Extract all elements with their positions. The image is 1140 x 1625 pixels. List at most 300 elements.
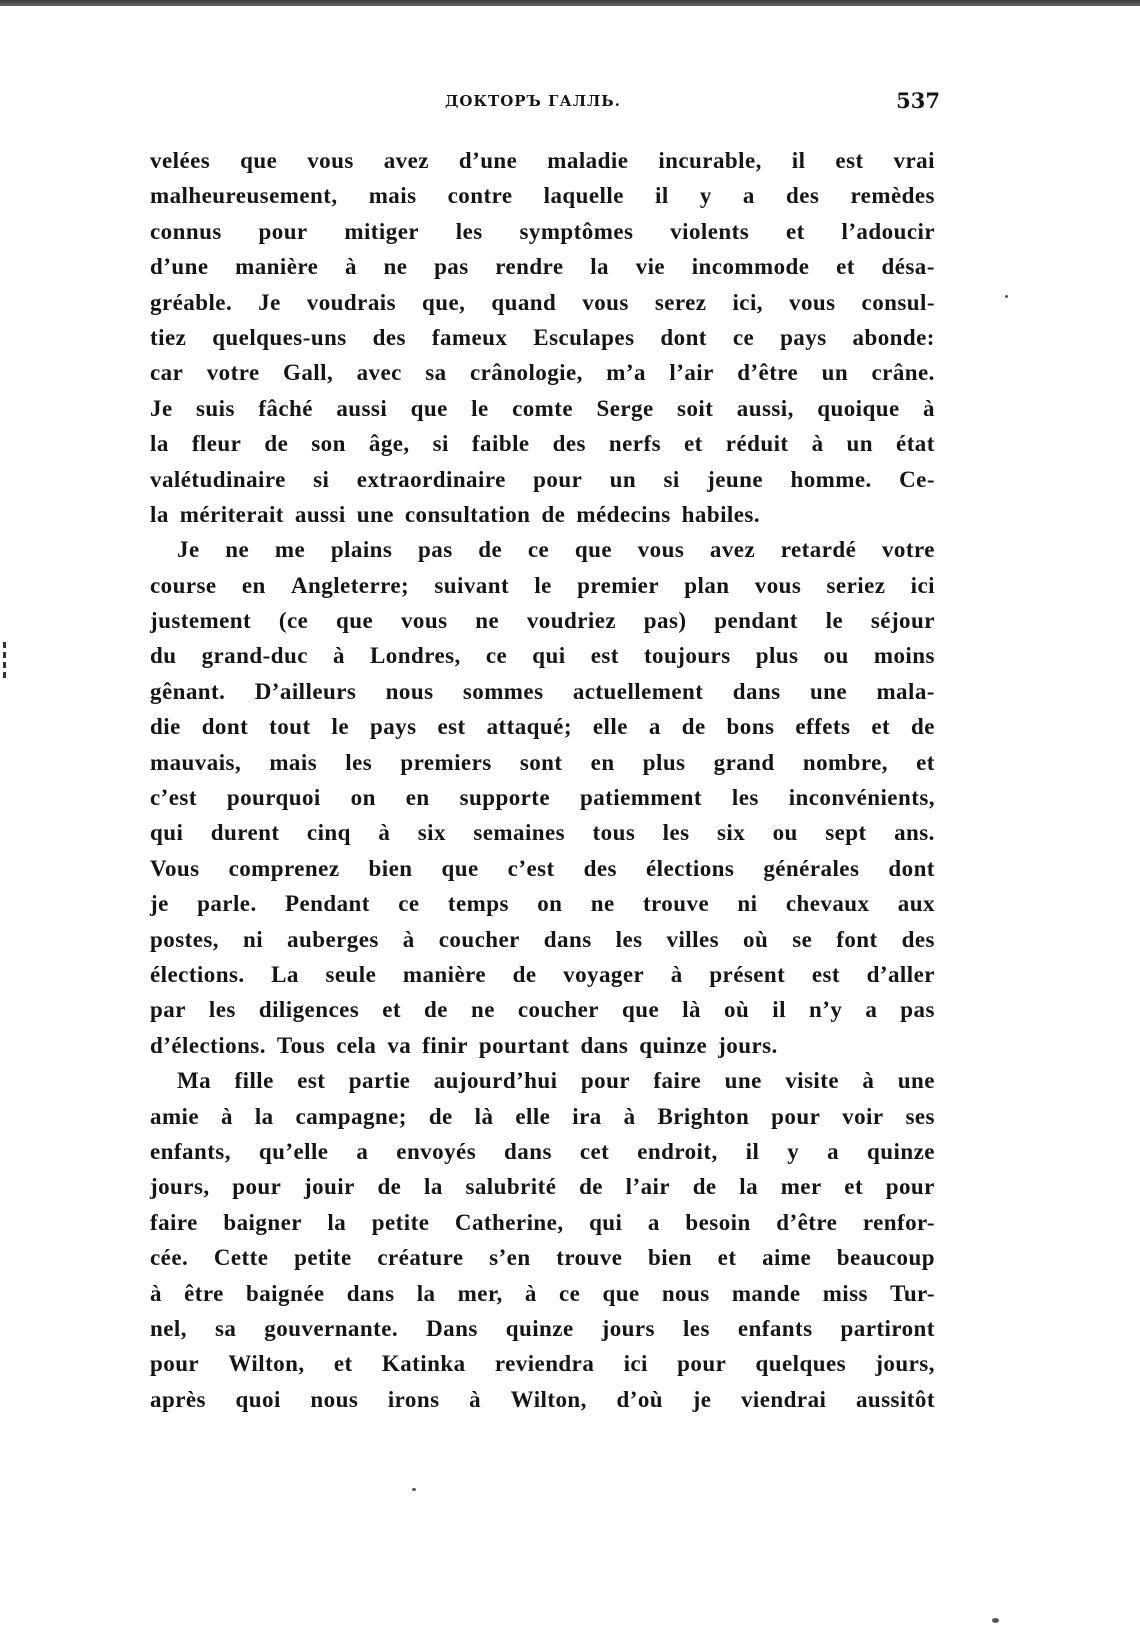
word: campagne;	[295, 1103, 407, 1129]
word: gênant.	[150, 678, 226, 704]
word: tous	[592, 820, 636, 846]
word: les	[455, 218, 483, 244]
word: a	[648, 714, 661, 740]
word: le	[534, 572, 552, 598]
word: temps	[447, 891, 509, 917]
word: violents	[670, 218, 750, 244]
word: le	[331, 714, 350, 740]
word: pays	[780, 324, 827, 350]
word: d’élections.	[150, 1032, 266, 1058]
word: vous	[307, 148, 354, 173]
word: La	[271, 961, 299, 987]
word: nous	[661, 1280, 710, 1306]
word: le	[825, 608, 844, 634]
word: six	[417, 820, 446, 846]
word: mitiger	[344, 218, 420, 244]
text-line	[150, 285, 935, 320]
word: à	[524, 1280, 537, 1306]
word: mériterait	[179, 501, 284, 527]
word: jouir	[303, 1174, 355, 1200]
word: un	[821, 360, 849, 386]
word: la	[590, 254, 609, 280]
word: d’aller	[866, 961, 935, 987]
word: coucher	[517, 997, 599, 1023]
word: où	[724, 997, 750, 1023]
word: seriez	[826, 572, 886, 598]
word: ni	[737, 891, 758, 917]
word: l’air	[669, 360, 714, 386]
word: pourtant	[478, 1032, 570, 1058]
word: il	[791, 148, 806, 173]
word: ou	[823, 643, 849, 669]
word: serez	[654, 289, 707, 315]
word: à	[220, 1103, 233, 1129]
word: Esculapes	[533, 324, 635, 350]
word: quinze	[867, 1138, 935, 1164]
word: où	[743, 926, 769, 952]
word: Je	[258, 289, 281, 315]
word: envoyés	[396, 1138, 477, 1164]
word: besoin	[685, 1209, 751, 1235]
word: votre	[206, 360, 260, 386]
word: nerfs	[608, 431, 661, 457]
word: la	[424, 1174, 443, 1200]
word: nous	[385, 678, 434, 704]
word: à	[923, 395, 935, 421]
word: pas	[418, 537, 453, 563]
word: de	[428, 1103, 453, 1129]
scan-speck	[992, 1618, 999, 1623]
word: quelques-uns	[212, 324, 347, 350]
scan-speck	[1005, 295, 1008, 298]
word: et	[717, 1245, 737, 1271]
word: présent	[709, 961, 786, 987]
word: villes	[666, 926, 720, 952]
word: fâché	[258, 395, 313, 421]
word: vous	[400, 608, 448, 634]
word: c’est	[150, 785, 197, 811]
word: et	[844, 1174, 864, 1200]
word: suivant	[434, 572, 510, 598]
text-line	[150, 745, 935, 780]
word: D’ailleurs	[254, 678, 357, 704]
word: pas)	[643, 608, 687, 634]
word: Ce-	[899, 466, 935, 492]
word: amie	[150, 1103, 200, 1129]
word: les	[615, 926, 643, 952]
word: ne	[475, 608, 500, 634]
word: toujours	[643, 643, 731, 669]
word: qui	[150, 820, 184, 846]
word: des	[372, 324, 406, 350]
word: qui	[589, 1209, 623, 1235]
word: (ce	[278, 608, 309, 634]
word: est	[437, 714, 466, 740]
word: sa	[425, 360, 447, 386]
word: petite	[294, 1245, 352, 1271]
word: supporte	[459, 785, 551, 811]
word: voudrais	[306, 289, 397, 315]
word: Katinka	[381, 1351, 466, 1377]
word: qu’elle	[258, 1138, 329, 1164]
word: faible	[471, 431, 530, 457]
word: Je	[177, 537, 200, 563]
text-line	[150, 143, 935, 178]
word: à	[378, 820, 391, 846]
word: d’être	[776, 1209, 838, 1235]
word: de	[911, 714, 935, 740]
word: à	[469, 1386, 482, 1412]
text-line	[150, 1205, 935, 1240]
word: cinq	[306, 820, 351, 846]
word: dans	[543, 926, 592, 952]
word: gréable.	[150, 289, 233, 315]
word: aussitôt	[855, 1386, 935, 1412]
word: aime	[762, 1245, 812, 1271]
text-line	[150, 780, 935, 815]
text-line	[150, 214, 935, 249]
word: de	[377, 1174, 402, 1200]
word: pour	[258, 218, 308, 244]
word: est	[811, 961, 841, 987]
word: Gall,	[283, 360, 334, 386]
word: chevaux	[785, 891, 870, 917]
word: de	[424, 997, 448, 1023]
word: l’air	[625, 1174, 671, 1200]
word: tiez	[150, 324, 187, 350]
word: ou	[772, 820, 798, 846]
word: bien	[368, 855, 413, 881]
word: jours	[601, 1315, 655, 1341]
top-scan-edge	[0, 0, 1140, 6]
word: que	[574, 537, 612, 563]
word: élections	[645, 855, 735, 881]
word: là	[682, 997, 701, 1023]
word: patiemment	[579, 785, 702, 811]
word: attaqué;	[486, 714, 572, 740]
text-line	[150, 1063, 935, 1098]
word: à	[670, 961, 683, 987]
word: un	[609, 466, 637, 492]
word: nombre,	[802, 749, 888, 775]
word: est	[590, 643, 619, 669]
word: ici,	[732, 289, 763, 315]
word: une	[897, 1068, 935, 1094]
word: aussi,	[736, 395, 794, 421]
word: nel,	[150, 1315, 187, 1341]
word: manière	[402, 961, 487, 987]
word: les	[662, 820, 690, 846]
word: jours,	[150, 1174, 210, 1200]
word: consultation	[404, 501, 531, 527]
word: maladie	[547, 148, 629, 173]
word: jours.	[718, 1032, 778, 1058]
word: que	[336, 608, 374, 634]
page-number: 537	[896, 88, 940, 113]
word: habiles.	[681, 501, 761, 527]
word: vous	[582, 289, 629, 315]
word: Brighton	[657, 1103, 750, 1129]
word: six	[716, 820, 746, 846]
word: voir	[842, 1103, 884, 1129]
word: va	[387, 1032, 412, 1058]
word: a	[356, 1138, 369, 1164]
word: mer	[780, 1174, 822, 1200]
word: incommode	[691, 254, 810, 280]
word: ce	[398, 891, 420, 917]
word: auberges	[287, 926, 379, 952]
word: si	[663, 466, 680, 492]
word: Wilton,	[510, 1386, 587, 1412]
word: comte	[512, 395, 574, 421]
word: irons	[387, 1386, 440, 1412]
word: aussi	[336, 395, 388, 421]
word: s’en	[489, 1245, 531, 1271]
word: Wilton,	[228, 1351, 305, 1377]
word: la	[150, 501, 169, 527]
word: crâne.	[871, 360, 935, 386]
word: est	[297, 1068, 326, 1094]
word: Tur-	[890, 1280, 935, 1306]
word: une	[724, 1068, 762, 1094]
word: dans	[346, 1280, 395, 1306]
word: de	[692, 1174, 717, 1200]
word: tout	[269, 714, 311, 740]
word: des	[901, 926, 935, 952]
word: et	[871, 714, 891, 740]
word: quand	[491, 289, 557, 315]
word: jours,	[875, 1351, 935, 1377]
text-line	[150, 886, 935, 921]
word: petite	[371, 1209, 430, 1235]
word: les	[345, 749, 373, 775]
text-line	[150, 1276, 935, 1311]
word: reviendra	[494, 1351, 595, 1377]
word: die	[150, 714, 181, 740]
word: les	[208, 997, 236, 1023]
word: à	[623, 1103, 636, 1129]
word: connus	[150, 218, 222, 244]
word: ses	[905, 1103, 935, 1129]
word: à	[332, 643, 345, 669]
word: aux	[897, 891, 935, 917]
word: n’y	[808, 997, 843, 1023]
word: état	[896, 431, 935, 457]
word: contre	[447, 183, 513, 209]
word: par	[150, 997, 186, 1023]
word: pour	[771, 1103, 821, 1129]
word: ce	[558, 1280, 581, 1306]
word: que	[410, 395, 448, 421]
text-line	[150, 1346, 935, 1381]
word: quinze	[639, 1032, 708, 1058]
word: finir	[422, 1032, 468, 1058]
word: il	[655, 183, 669, 209]
text-line	[150, 532, 935, 567]
word: justement	[150, 608, 252, 634]
text-line	[150, 1311, 935, 1346]
word: manière	[235, 254, 319, 280]
word: premier	[577, 572, 659, 598]
word: aussi	[294, 501, 346, 527]
word: votre	[881, 537, 935, 563]
word: ne	[470, 997, 495, 1023]
word: ici	[623, 1351, 648, 1377]
word: seule	[325, 961, 377, 987]
word: d’où	[616, 1386, 664, 1412]
word: partie	[348, 1068, 411, 1094]
word: aujourd’hui	[433, 1068, 558, 1094]
word: désa-	[881, 254, 935, 280]
word: fameux	[431, 324, 508, 350]
word: car	[150, 360, 184, 386]
word: baignée	[245, 1280, 325, 1306]
word: sommes	[462, 678, 544, 704]
word: laquelle	[543, 183, 624, 209]
word: ni	[242, 926, 264, 952]
word: de	[681, 714, 706, 740]
word: mauvais,	[150, 749, 242, 775]
word: valétudinaire	[150, 466, 286, 492]
word: suis	[196, 395, 235, 421]
text-line	[150, 603, 935, 638]
word: quinze	[505, 1315, 574, 1341]
word: se	[792, 926, 813, 952]
word: être	[184, 1280, 224, 1306]
word: rendre	[495, 254, 564, 280]
text-line	[150, 992, 935, 1027]
word: trouve	[556, 1245, 623, 1271]
word: est	[835, 148, 864, 173]
word: ne	[225, 537, 250, 563]
word: vous	[754, 572, 802, 598]
word: font	[836, 926, 878, 952]
word: cet	[579, 1138, 610, 1164]
word: durent	[210, 820, 280, 846]
word: la	[739, 1174, 759, 1200]
word: bien	[648, 1245, 693, 1271]
word: pays	[369, 714, 417, 740]
word: effets	[795, 714, 851, 740]
word: sont	[519, 749, 563, 775]
word: velées	[150, 148, 211, 173]
word: de	[541, 501, 566, 527]
word: beaucoup	[836, 1245, 935, 1271]
word: et	[333, 1351, 353, 1377]
word: du	[150, 643, 177, 669]
word: salubrité	[465, 1174, 557, 1200]
word: d’une	[458, 148, 518, 173]
word: de	[512, 961, 537, 987]
word: si	[313, 466, 330, 492]
word: mais	[368, 183, 417, 209]
word: Je	[150, 395, 173, 421]
word: actuellement	[572, 678, 704, 704]
word: pendant	[714, 608, 798, 634]
word: enfants	[737, 1315, 813, 1341]
body-text	[150, 143, 935, 1433]
word: consul-	[861, 289, 935, 315]
word: plan	[684, 572, 730, 598]
text-line	[150, 462, 935, 497]
word: endroit,	[637, 1138, 718, 1164]
text-line	[150, 568, 935, 603]
word: jeune	[707, 466, 764, 492]
word: et	[382, 997, 401, 1023]
word: Cette	[213, 1245, 269, 1271]
word: et	[916, 749, 935, 775]
word: que	[240, 148, 278, 173]
text-line	[150, 674, 935, 709]
word: course	[150, 572, 217, 598]
word: pour	[150, 1351, 200, 1377]
word: à	[862, 1068, 875, 1094]
word: retardé	[780, 537, 857, 563]
word: que	[441, 855, 479, 881]
word: viendrai	[740, 1386, 827, 1412]
word: il	[745, 1138, 760, 1164]
word: enfants,	[150, 1138, 231, 1164]
word: ne	[590, 891, 615, 917]
word: a	[647, 1209, 660, 1235]
word: soit	[677, 395, 714, 421]
word: cela	[336, 1032, 377, 1058]
word: nous	[310, 1386, 359, 1412]
word: pour	[677, 1351, 727, 1377]
text-line	[150, 922, 935, 957]
word: médecins	[576, 501, 671, 527]
word: de	[579, 1174, 603, 1200]
word: quoi	[235, 1386, 281, 1412]
word: parle.	[197, 891, 257, 917]
word: partiront	[840, 1315, 935, 1341]
text-line	[150, 391, 935, 426]
word: ce	[732, 324, 755, 350]
word: pas	[434, 254, 469, 280]
word: a	[865, 997, 878, 1023]
text-line	[150, 1382, 935, 1417]
word: Catherine,	[454, 1209, 564, 1235]
word: sept	[825, 820, 867, 846]
word: vous	[637, 537, 685, 563]
text-line	[150, 638, 935, 673]
word: à	[344, 254, 357, 280]
word: vie	[635, 254, 666, 280]
word: de	[264, 431, 289, 457]
word: renfor-	[862, 1209, 935, 1235]
word: que,	[422, 289, 466, 315]
word: pour	[885, 1174, 935, 1200]
text-line	[150, 1134, 935, 1169]
word: et	[684, 431, 703, 457]
text-line	[150, 355, 935, 390]
text-line	[150, 957, 935, 992]
word: le	[471, 395, 489, 421]
word: et	[836, 254, 855, 280]
word: crânologie,	[469, 360, 583, 386]
word: mais	[269, 749, 318, 775]
word: plains	[330, 537, 393, 563]
word: je	[692, 1386, 712, 1412]
word: Serge	[596, 395, 654, 421]
word: la	[150, 431, 169, 457]
text-line	[150, 1169, 935, 1204]
word: fille	[234, 1068, 274, 1094]
word: Londres,	[370, 643, 461, 669]
word: Pendant	[284, 891, 370, 917]
word: de	[478, 537, 503, 563]
word: l’adoucir	[841, 218, 935, 244]
